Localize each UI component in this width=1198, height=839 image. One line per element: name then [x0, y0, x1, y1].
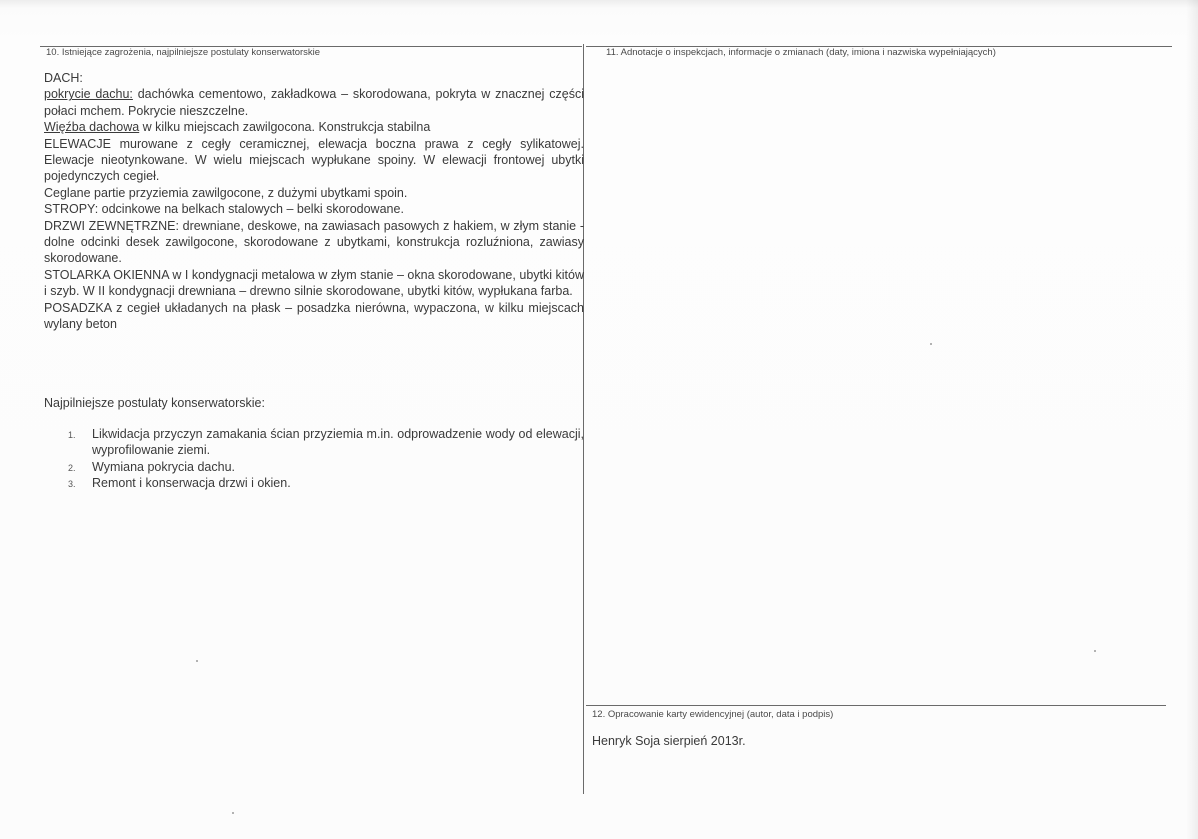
list-item-text: Remont i konserwacja drzwi i okien. — [92, 476, 291, 491]
elewacje-paragraph: ELEWACJE murowane z cegły ceramicznej, elewacja boczna prawa z cegły sylikatowej. Elewacje nieotynkowane. W wielu miejscach wypłukane spoiny. W elewacji frontowej ubytki pojedynczych cegieł. — [44, 136, 584, 184]
section11-label: 11. Adnotacje o inspekcjach, informacje o zmianach (daty, imiona i nazwiska wypełniających) — [606, 47, 996, 58]
stolarka-paragraph: STOLARKA OKIENNA w I kondygnacji metalowa w złym stanie – okna skorodowane, ubytki kitów i szyb. W II kondygnacji drewniana – drewno silnie skorodowane, ubytki kitów, wypłukana farba. — [44, 267, 584, 299]
list-item-number: 2. — [68, 462, 76, 473]
list-item — [44, 475, 584, 491]
stropy-paragraph: STROPY: odcinkowe na belkach stalowych – belki skorodowane. — [44, 202, 404, 217]
pokrycie-text: dachówka cementowo, zakładkowa – skorodowana, pokryta w znacznej części połaci mchem. Pokrycie nieszczelne. — [44, 87, 584, 118]
wiezba-paragraph — [44, 119, 584, 135]
list-item-text: Likwidacja przyczyn zamakania ścian przyziemia m.in. odprowadzenie wody od elewacji, wyprofilowanie ziemi. — [92, 427, 584, 458]
section12-top-rule — [586, 705, 1166, 706]
scan-speck — [1094, 650, 1096, 652]
wiezba-label: Więźba dachowa — [44, 120, 140, 135]
scan-speck — [196, 660, 198, 662]
postulaty-title: Najpilniejsze postulaty konserwatorskie: — [44, 396, 265, 410]
scan-speck — [232, 812, 234, 814]
postulaty-list — [44, 426, 584, 492]
posadzka-paragraph: POSADZKA z cegieł układanych na płask – posadzka nierówna, wypaczona, w kilku miejscach wylany beton — [44, 300, 584, 332]
list-item — [44, 426, 584, 459]
list-item-number: 1. — [68, 430, 76, 440]
page-edge-shadow — [1186, 0, 1198, 839]
pokrycie-paragraph — [44, 86, 584, 119]
section10-label: 10. Istniejące zagrożenia, najpilniejsze postulaty konserwatorskie — [46, 47, 321, 58]
section10-body — [44, 70, 584, 333]
section12-label: 12. Opracowanie karty ewidencyjnej (autor, data i podpis) — [592, 709, 834, 720]
list-item-number: 3. — [68, 479, 76, 490]
author-signature-text: Henryk Soja sierpień 2013r. — [592, 734, 746, 748]
scan-speck — [930, 343, 932, 345]
pokrycie-label: pokrycie dachu: — [44, 87, 133, 102]
list-item — [44, 459, 584, 475]
list-item-text: Wymiana pokrycia dachu. — [92, 459, 236, 474]
wiezba-text: w kilku miejscach zawilgocona. Konstrukcja stabilna — [139, 120, 431, 135]
dach-heading: DACH: — [44, 71, 83, 85]
ceglane-paragraph: Ceglane partie przyziemia zawilgocone, z dużymi ubytkami spoin. — [44, 185, 408, 200]
drzwi-paragraph: DRZWI ZEWNĘTRZNE: drewniane, deskowe, na zawiasach pasowych z hakiem, w złym stanie - dolne odcinki desek zawilgocone, skorodowane z ubytkami, konstrukcja rozluźniona, zawiasy skorodowane. — [44, 218, 584, 266]
